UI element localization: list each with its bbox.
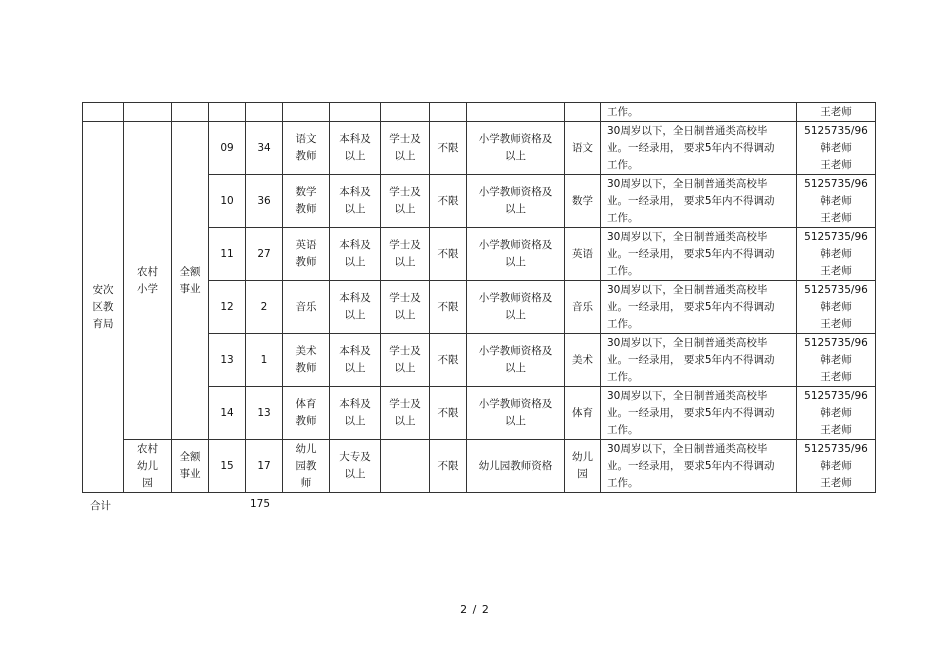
degree-cell: 学士及 以上 bbox=[381, 175, 430, 228]
total-label: 合计 bbox=[90, 500, 111, 512]
hire-count: 2 bbox=[246, 281, 283, 334]
position-code: 09 bbox=[209, 122, 246, 175]
major-cell: 不限 bbox=[430, 228, 467, 281]
requirement-cell: 30周岁以下，全日制普通类高校毕 业。一经录用， 要求5年内不得调动 工作。 bbox=[601, 334, 797, 387]
subject-cell: 英语 bbox=[565, 228, 601, 281]
recruitment-table bbox=[82, 102, 876, 493]
position-name: 英语 教师 bbox=[283, 228, 330, 281]
page-number: 2 / 2 bbox=[460, 603, 490, 616]
requirement-cell: 30周岁以下，全日制普通类高校毕 业。一经录用， 要求5年内不得调动 工作。 bbox=[601, 281, 797, 334]
degree-cell: 学士及 以上 bbox=[381, 281, 430, 334]
education-cell: 本科及 以上 bbox=[330, 281, 381, 334]
position-code: 11 bbox=[209, 228, 246, 281]
certificate-cell: 小学教师资格及 以上 bbox=[467, 281, 565, 334]
degree-cell: 学士及 以上 bbox=[381, 228, 430, 281]
position-code: 13 bbox=[209, 334, 246, 387]
certificate-cell: 小学教师资格及 以上 bbox=[467, 228, 565, 281]
subject-cell: 数学 bbox=[565, 175, 601, 228]
table-row bbox=[83, 122, 876, 175]
subject-cell: 体育 bbox=[565, 387, 601, 440]
hire-count: 17 bbox=[246, 440, 283, 493]
degree-cell bbox=[381, 440, 430, 493]
contact-cell: 5125735/96 韩老师 王老师 bbox=[797, 122, 876, 175]
certificate-cell: 小学教师资格及 以上 bbox=[467, 175, 565, 228]
requirement-cell: 工作。 bbox=[601, 103, 797, 122]
funding-type-cell: 全额 事业 bbox=[172, 440, 209, 493]
total-value: 175 bbox=[250, 498, 271, 510]
major-cell: 不限 bbox=[430, 175, 467, 228]
position-code: 14 bbox=[209, 387, 246, 440]
subject-cell: 美术 bbox=[565, 334, 601, 387]
school-type-cell: 农村 小学 bbox=[124, 122, 172, 440]
hire-count: 36 bbox=[246, 175, 283, 228]
requirement-cell: 30周岁以下，全日制普通类高校毕 业。一经录用， 要求5年内不得调动 工作。 bbox=[601, 122, 797, 175]
certificate-cell: 小学教师资格及 以上 bbox=[467, 122, 565, 175]
degree-cell: 学士及 以上 bbox=[381, 122, 430, 175]
major-cell: 不限 bbox=[430, 440, 467, 493]
position-name: 美术 教师 bbox=[283, 334, 330, 387]
education-cell: 本科及 以上 bbox=[330, 387, 381, 440]
school-type-cell: 农村 幼儿 园 bbox=[124, 440, 172, 493]
hire-count: 13 bbox=[246, 387, 283, 440]
requirement-cell: 30周岁以下，全日制普通类高校毕 业。一经录用， 要求5年内不得调动 工作。 bbox=[601, 440, 797, 493]
position-name: 数学 教师 bbox=[283, 175, 330, 228]
position-code: 12 bbox=[209, 281, 246, 334]
degree-cell: 学士及 以上 bbox=[381, 334, 430, 387]
subject-cell: 语文 bbox=[565, 122, 601, 175]
certificate-cell: 小学教师资格及 以上 bbox=[467, 387, 565, 440]
education-cell: 本科及 以上 bbox=[330, 228, 381, 281]
position-code: 10 bbox=[209, 175, 246, 228]
requirement-cell: 30周岁以下，全日制普通类高校毕 业。一经录用， 要求5年内不得调动 工作。 bbox=[601, 228, 797, 281]
major-cell: 不限 bbox=[430, 122, 467, 175]
unit-cell: 安次 区教 育局 bbox=[83, 122, 124, 493]
contact-cell: 5125735/96 韩老师 王老师 bbox=[797, 387, 876, 440]
contact-cell: 5125735/96 韩老师 王老师 bbox=[797, 228, 876, 281]
major-cell: 不限 bbox=[430, 387, 467, 440]
contact-cell: 5125735/96 韩老师 王老师 bbox=[797, 440, 876, 493]
education-cell: 本科及 以上 bbox=[330, 334, 381, 387]
certificate-cell: 小学教师资格及 以上 bbox=[467, 334, 565, 387]
degree-cell: 学士及 以上 bbox=[381, 387, 430, 440]
hire-count: 34 bbox=[246, 122, 283, 175]
subject-cell: 音乐 bbox=[565, 281, 601, 334]
major-cell: 不限 bbox=[430, 281, 467, 334]
education-cell: 大专及 以上 bbox=[330, 440, 381, 493]
funding-type-cell: 全额 事业 bbox=[172, 122, 209, 440]
table-row bbox=[83, 440, 876, 493]
subject-cell: 幼儿 园 bbox=[565, 440, 601, 493]
position-name: 幼儿 园教 师 bbox=[283, 440, 330, 493]
contact-cell: 5125735/96 韩老师 王老师 bbox=[797, 175, 876, 228]
education-cell: 本科及 以上 bbox=[330, 122, 381, 175]
requirement-cell: 30周岁以下，全日制普通类高校毕 业。一经录用， 要求5年内不得调动 工作。 bbox=[601, 175, 797, 228]
education-cell: 本科及 以上 bbox=[330, 175, 381, 228]
contact-cell: 5125735/96 韩老师 王老师 bbox=[797, 334, 876, 387]
position-name: 语文 教师 bbox=[283, 122, 330, 175]
contact-cell: 5125735/96 韩老师 王老师 bbox=[797, 281, 876, 334]
certificate-cell: 幼儿园教师资格 bbox=[467, 440, 565, 493]
hire-count: 27 bbox=[246, 228, 283, 281]
requirement-cell: 30周岁以下，全日制普通类高校毕 业。一经录用， 要求5年内不得调动 工作。 bbox=[601, 387, 797, 440]
major-cell: 不限 bbox=[430, 334, 467, 387]
continuation-row bbox=[83, 103, 876, 122]
position-code: 15 bbox=[209, 440, 246, 493]
position-name: 音乐 bbox=[283, 281, 330, 334]
position-name: 体育 教师 bbox=[283, 387, 330, 440]
hire-count: 1 bbox=[246, 334, 283, 387]
contact-cell: 王老师 bbox=[797, 103, 876, 122]
